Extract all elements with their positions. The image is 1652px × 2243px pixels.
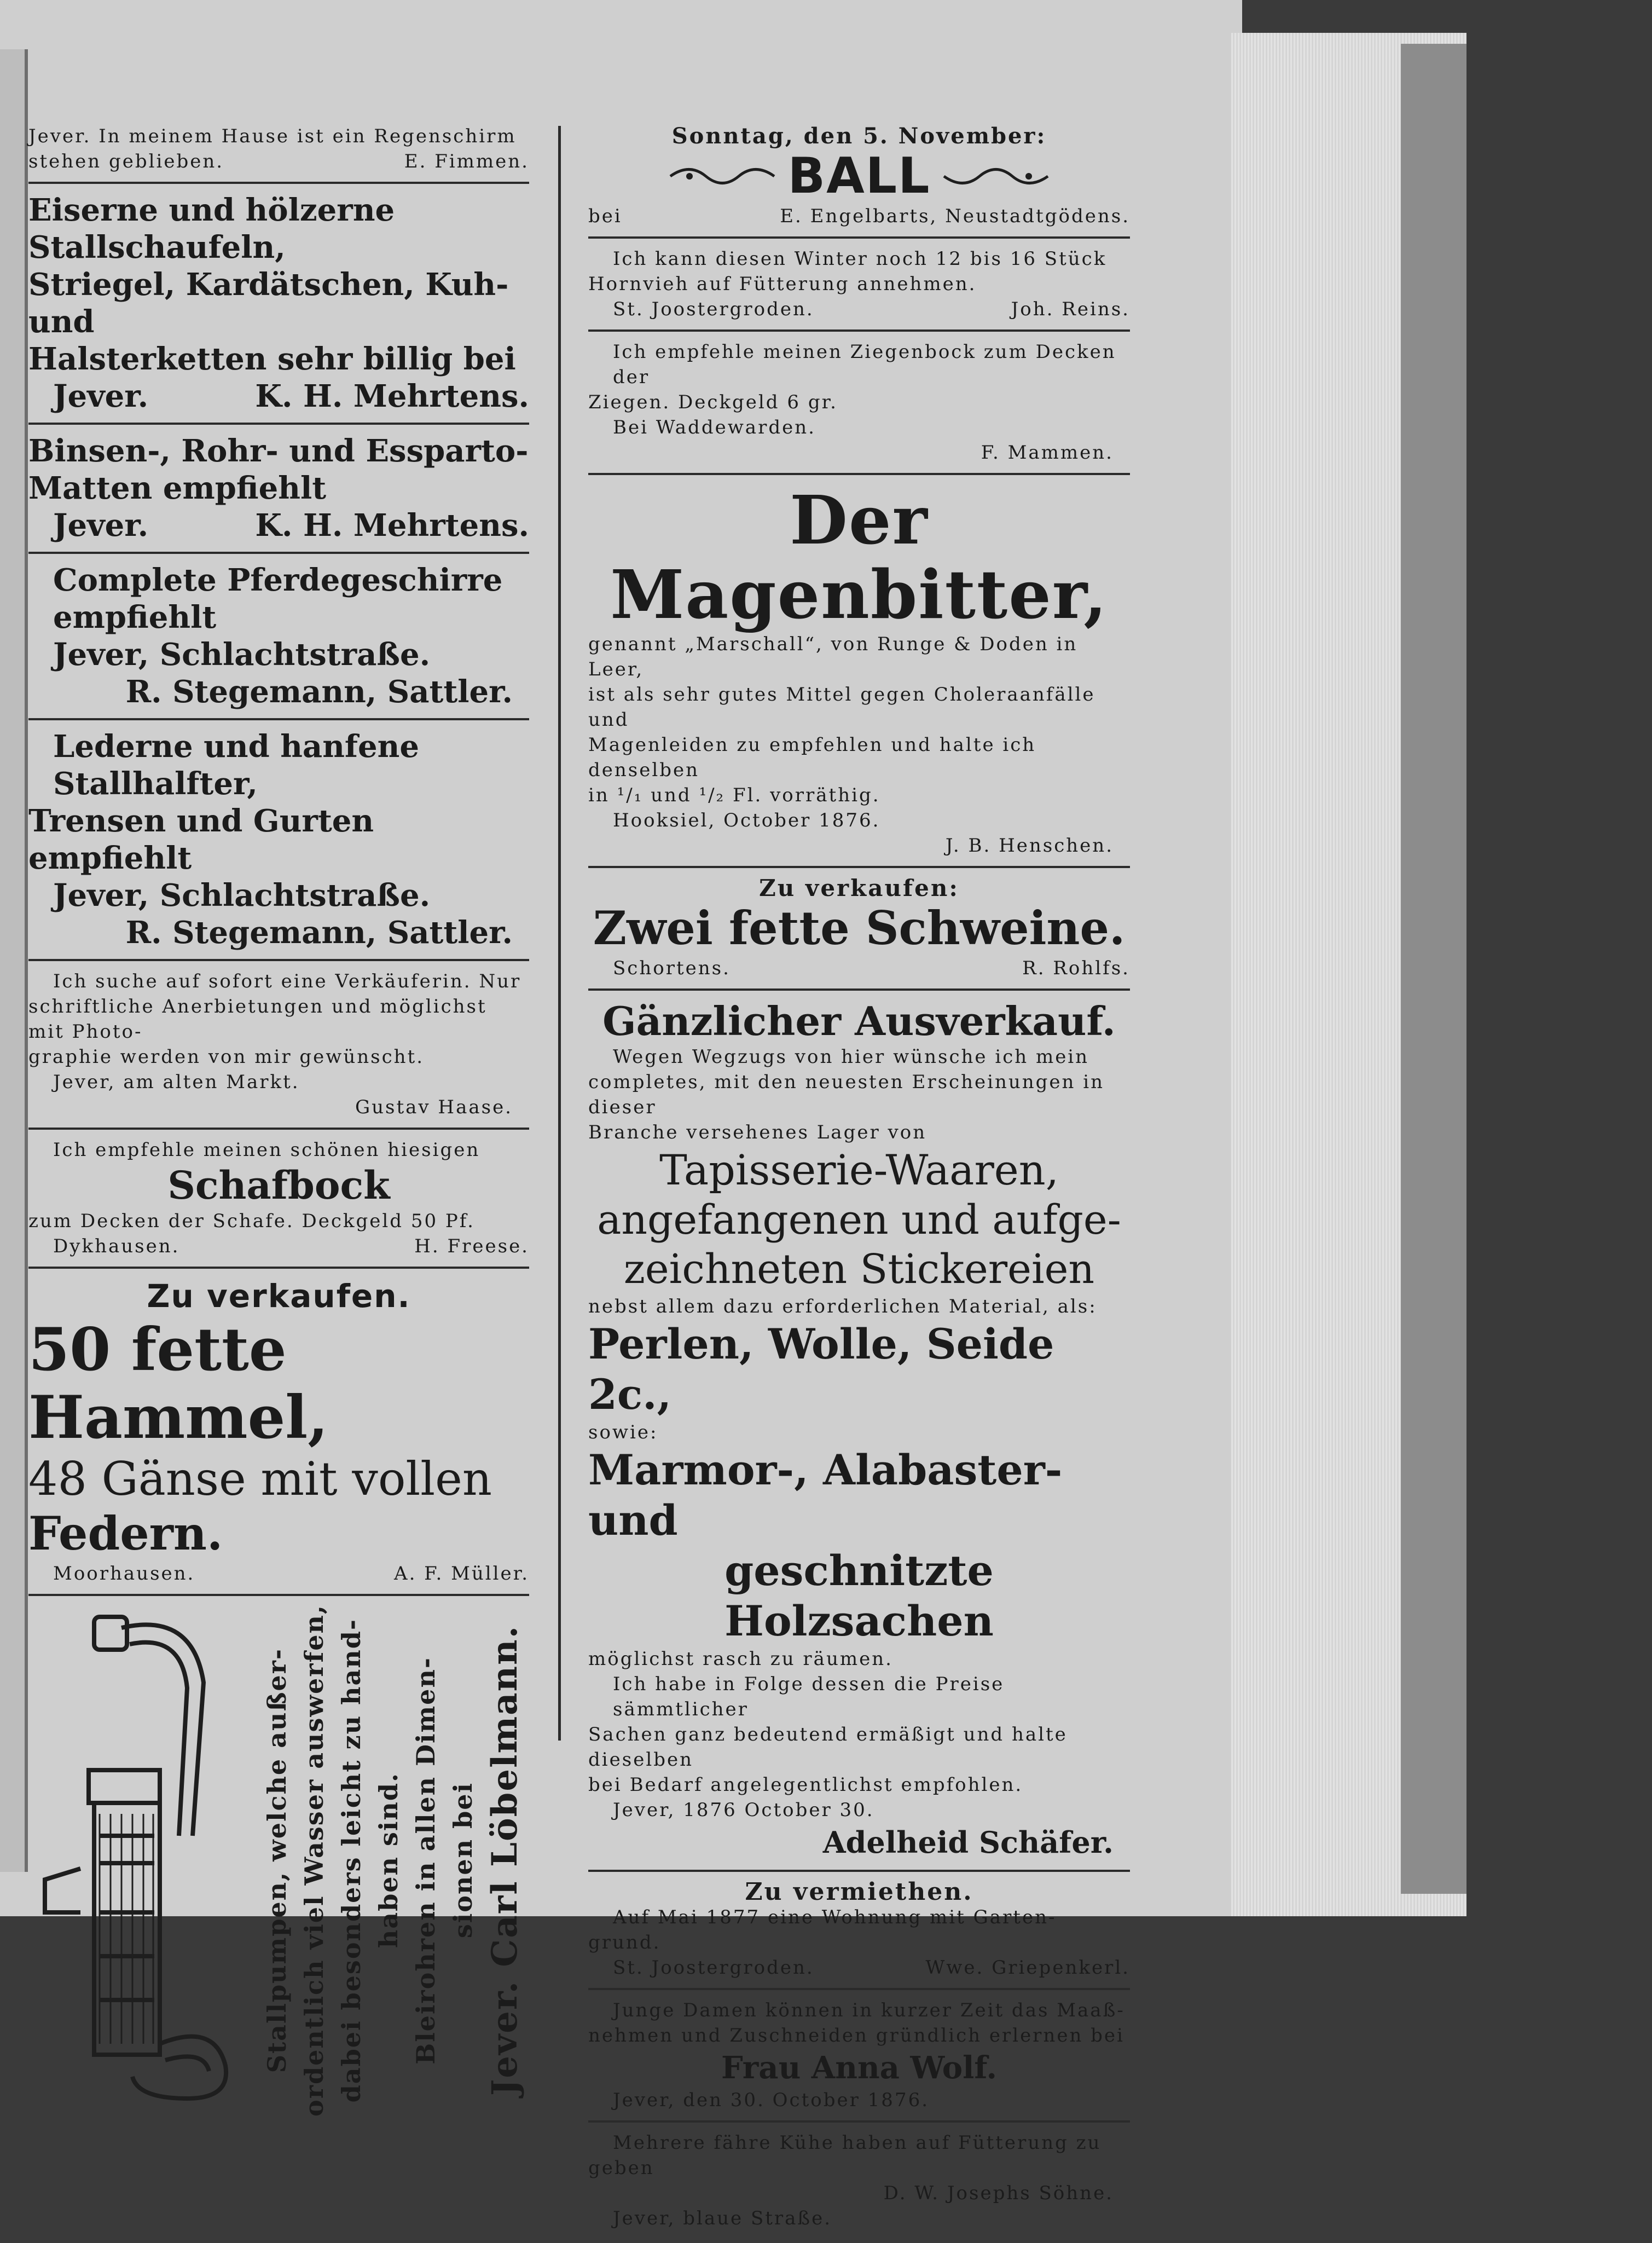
speckled-book-edge (1401, 44, 1466, 1894)
ad-text: Bleirohren in allen Dimen- (410, 1656, 440, 2065)
ad-text: Federn. (28, 1506, 223, 1560)
water-pump-illustration (28, 1606, 258, 2115)
ad-display-line: Tapisserie-Waaren, (659, 1146, 1059, 1194)
ad-text: Stallpumpen, welche außer- (262, 1647, 292, 2073)
ad-text: Hooksiel, October 1876. (613, 810, 880, 831)
ad-text: Jever. In meinem Hause ist ein Regenschirm (28, 125, 517, 147)
ad-stallpumpen (28, 1600, 529, 2115)
facing-page-edge (0, 49, 28, 1872)
ad-subhead: Zu verkaufen: (759, 875, 959, 901)
ad-text: completes, mit den neuesten Erscheinungen in dieser (588, 1071, 1105, 1118)
ad-text: sionen bei (448, 1782, 478, 1939)
ad-signature: E. Engelbarts, Neustadtgödens. (780, 205, 1130, 227)
ad-text: Ziegen. Deckgeld 6 gr. (588, 391, 838, 413)
ad-place: Dykhausen. (53, 1235, 180, 1257)
ad-text: Matten empfiehlt (28, 470, 327, 506)
ad-signature: F. Mammen. (981, 442, 1114, 464)
column-divider (558, 126, 561, 1741)
ad-text: Auf Mai 1877 eine Wohnung mit Garten- (613, 1906, 1057, 1928)
ad-text: Bei Waddewarden. (613, 417, 816, 438)
ad-text: möglichst rasch zu räumen. (588, 1648, 893, 1670)
ad-umbrella (28, 120, 529, 184)
ad-text: ist als sehr gutes Mittel gegen Choleraanfälle und (588, 684, 1095, 731)
ad-place: Jever. (53, 507, 149, 544)
ad-zuschneiden (588, 1995, 1130, 2123)
ad-text: in ¹/₁ und ¹/₂ Fl. vorräthig. (588, 784, 880, 806)
ad-signature: E. Fimmen. (404, 151, 529, 172)
ad-hammel (28, 1273, 529, 1596)
ad-magenbitter (588, 479, 1130, 868)
ad-signature: Joh. Reins. (1011, 298, 1130, 320)
ad-display-line: angefangenen und aufge- (597, 1196, 1121, 1244)
ad-signature: Jever. Carl Löbelmann. (484, 1625, 526, 2096)
ad-text: dabei besonders leicht zu hand- (336, 1618, 366, 2103)
ad-display-line: Marmor-, Alabaster- und (588, 1446, 1063, 1545)
ad-signature: H. Freese. (414, 1235, 529, 1257)
ad-headline: Der Magenbitter, (610, 481, 1108, 634)
ad-signature: Frau Anna Wolf. (721, 2050, 997, 2086)
ad-headline: Gänzlicher Ausverkauf. (602, 998, 1116, 1044)
ad-text: Jever, den 30. October 1876. (613, 2089, 930, 2111)
ad-text: Magenleiden zu empfehlen und halte ich denselben (588, 734, 1036, 781)
ad-stallschaufeln (28, 188, 529, 425)
ad-text: Binsen-, Rohr- und Essparto- (28, 433, 529, 469)
ad-signature: K. H. Mehrtens. (255, 507, 529, 544)
ad-text: Jever, Schlachtstraße. (53, 877, 431, 914)
ad-signature: K. H. Mehrtens. (255, 378, 529, 414)
ad-vermiethen (588, 1876, 1130, 1990)
left-column (28, 120, 529, 2115)
flourish-ornament-left (668, 160, 777, 193)
ad-text: nebst allem dazu erforderlichen Material, als: (588, 1296, 1097, 1317)
ad-text: schriftliche Anerbietungen und möglichst mit Photo- (28, 996, 487, 1043)
ad-text: Jever, blaue Straße. (613, 2207, 832, 2229)
ad-place: Moorhausen. (53, 1563, 195, 1585)
ad-headline: Zwei fette Schweine. (593, 901, 1126, 955)
ad-text: Halsterketten sehr billig bei (28, 341, 516, 377)
ad-signature: Adelheid Schäfer. (822, 1825, 1114, 1860)
ad-signature: Gustav Haase. (355, 1096, 513, 1118)
ad-place: Jever. (53, 378, 149, 414)
ad-text: Eiserne und hölzerne Stallschaufeln, (28, 192, 395, 265)
ad-text: Lederne und hanfene Stallhalfter, (53, 729, 419, 802)
ad-text: Wegen Wegzugs von hier wünsche ich mein (613, 1046, 1089, 1068)
ad-schafbock (28, 1134, 529, 1269)
ad-matten (28, 429, 529, 554)
ad-display-line: zeichneten Stickereien (623, 1246, 1095, 1293)
ad-text: Hornvieh auf Fütterung annehmen. (588, 273, 977, 295)
ad-signature: R. Rohlfs. (1022, 957, 1130, 979)
ad-hornvieh (588, 243, 1130, 332)
ad-text: Sachen ganz bedeutend ermäßigt und halte dieselben (588, 1724, 1068, 1771)
ad-text: Junge Damen können in kurzer Zeit das Maaß- (613, 1999, 1125, 2021)
ad-text: Trensen und Gurten empfiehlt (28, 803, 374, 876)
ad-signature: J. B. Henschen. (945, 835, 1114, 857)
ad-verkaeuferin (28, 966, 529, 1130)
ad-text: grund. (588, 1932, 661, 1953)
ad-text: sowie: (588, 1421, 658, 1443)
ad-text: Jever, Schlachtstraße. (53, 637, 431, 673)
ad-ziegenbock (588, 336, 1130, 475)
ad-text: Sonntag, den 5. November: (671, 123, 1047, 149)
ad-display-line: geschnitzte Holzsachen (724, 1546, 994, 1645)
ad-headline: Zu vermiethen. (745, 1878, 973, 1906)
ad-text: Ich suche auf sofort eine Verkäuferin. Nur (53, 970, 521, 992)
ad-ausverkauf (588, 995, 1130, 1872)
ad-text: Jever, 1876 October 30. (613, 1799, 874, 1821)
ad-text: Ich empfehle meinen schönen hiesigen (53, 1139, 480, 1161)
flourish-ornament-right (941, 160, 1051, 193)
ad-text: 50 fette Hammel, (28, 1315, 328, 1452)
ad-signature: D. W. Josephs Söhne. (883, 2182, 1114, 2204)
ad-signature: R. Stegemann, Sattler. (125, 674, 513, 710)
ad-ball (588, 120, 1130, 239)
ad-text: Complete Pferdegeschirre empfiehlt (53, 562, 503, 635)
ad-place: St. Joostergroden. (613, 298, 814, 320)
ad-signature: Wwe. Griepenkerl. (925, 1957, 1130, 1979)
ad-place: Schortens. (613, 957, 731, 979)
ad-text: Ich habe in Folge dessen die Preise sämmtlicher (613, 1673, 1005, 1720)
ad-headline: BALL (787, 147, 931, 205)
ad-text: bei (588, 205, 622, 227)
ad-text: zum Decken der Schafe. Deckgeld 50 Pf. (28, 1210, 475, 1232)
ad-text: Ich kann diesen Winter noch 12 bis 16 Stück (613, 248, 1107, 270)
ad-text: Striegel, Kardätschen, Kuh- und (28, 267, 509, 340)
ad-text: Branche versehenes Lager von (588, 1122, 927, 1143)
ad-headline: Schafbock (167, 1163, 390, 1208)
ad-stallhalfter (28, 725, 529, 961)
ad-text: bei Bedarf angelegentlichst empfohlen. (588, 1774, 1023, 1796)
ad-display-line: Perlen, Wolle, Seide 2c., (588, 1320, 1054, 1419)
ad-text: geben (588, 2157, 654, 2179)
ad-text: nehmen und Zuschneiden gründlich erlernen bei (588, 2025, 1124, 2047)
ad-text: genannt „Marschall“, von Runge & Doden in Leer, (588, 633, 1078, 680)
ad-place: St. Joostergroden. (613, 1957, 814, 1979)
right-column (588, 120, 1130, 2243)
ad-text: stehen geblieben. (28, 151, 224, 172)
ad-headline: Zu verkaufen. (147, 1277, 411, 1315)
ad-kuehe (588, 2127, 1130, 2239)
ad-schweine (588, 872, 1130, 991)
ad-text: ordentlich viel Wasser auswerfen, (299, 1604, 329, 2117)
ad-text: haben sind. (373, 1772, 403, 1949)
ad-signature: A. F. Müller. (394, 1563, 529, 1585)
ad-text: 48 Gänse mit vollen (28, 1452, 492, 1506)
ad-text: Jever, am alten Markt. (53, 1071, 300, 1093)
ad-pferdegeschirre (28, 558, 529, 720)
ad-text: Mehrere fähre Kühe haben auf Fütterung zu (613, 2132, 1102, 2154)
ad-text: Ich empfehle meinen Ziegenbock zum Decken der (613, 341, 1116, 388)
ad-text: graphie werden von mir gewünscht. (28, 1046, 425, 1068)
ad-signature: R. Stegemann, Sattler. (125, 915, 513, 951)
